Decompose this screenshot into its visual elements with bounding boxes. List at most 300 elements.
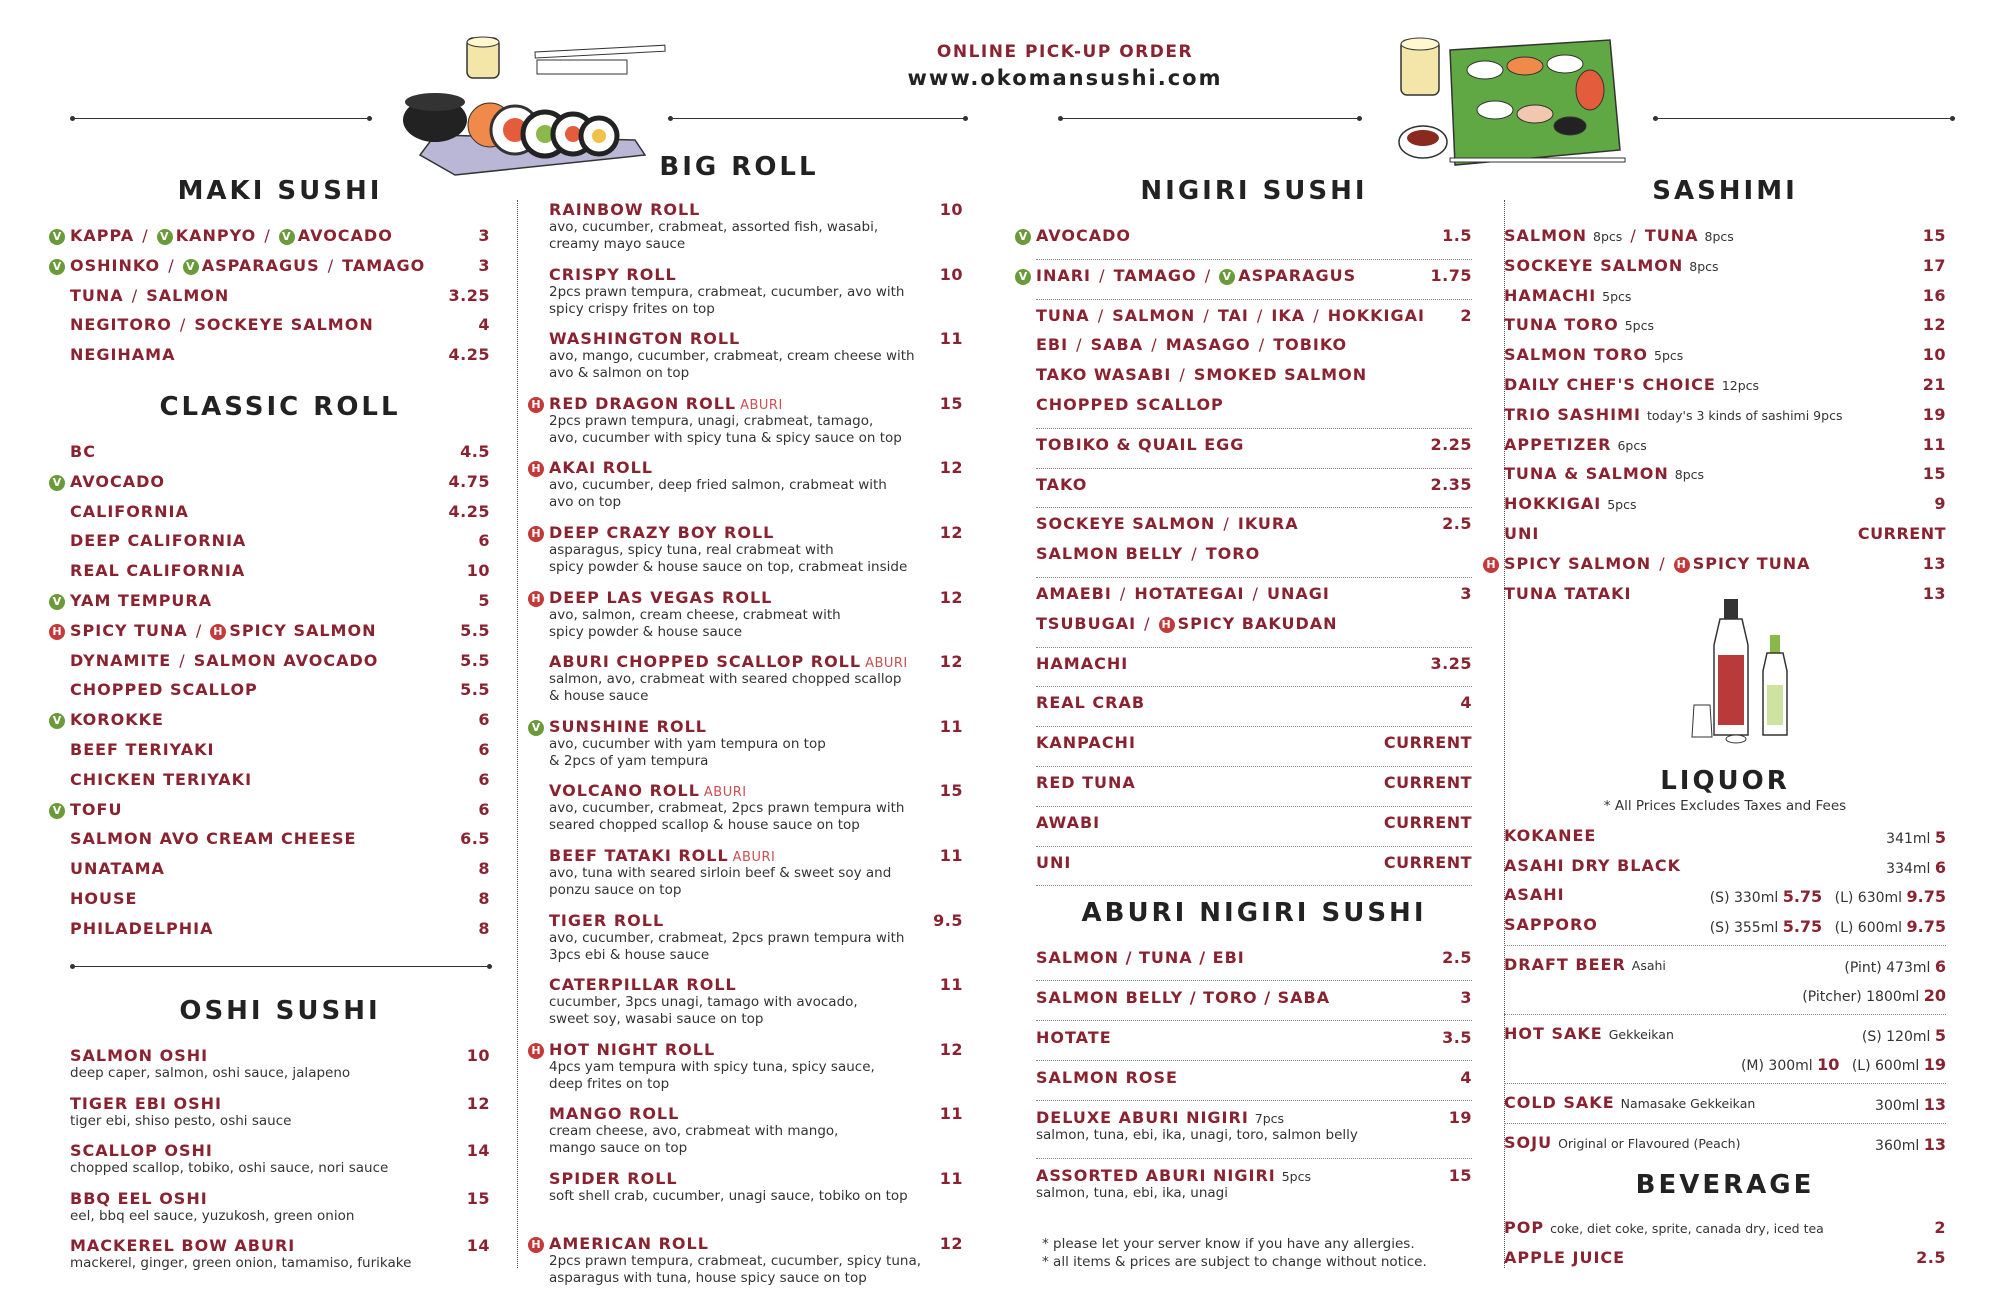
item-name xyxy=(1504,584,1631,603)
sashimi-item[interactable] xyxy=(1504,286,1946,312)
item-name xyxy=(1036,544,1260,563)
oshi-item[interactable] xyxy=(70,1094,490,1138)
item-price: 10 xyxy=(939,200,963,219)
nigiri-group[interactable] xyxy=(1036,514,1472,574)
item-price: 5.5 xyxy=(460,650,490,670)
item-description: avo, cucumber, deep fried salmon, crabmeat with xyxy=(549,477,887,494)
item-title: SPICY SALMON xyxy=(1504,553,1652,573)
item-name xyxy=(549,458,963,477)
item-description: coke, diet coke, sprite, canada dry, iced tea xyxy=(1550,1221,1824,1236)
price-1: 13 xyxy=(1923,1134,1946,1154)
item-volume-prices xyxy=(1886,858,1946,877)
aburi-title: ABURI NIGIRI SUSHI xyxy=(1081,898,1427,928)
item-price: 5.5 xyxy=(460,680,490,700)
item-pieces: 5pcs xyxy=(1602,288,1632,304)
item-part: TAKO xyxy=(1036,474,1088,494)
item-name xyxy=(549,1169,963,1188)
sashimi-item[interactable] xyxy=(1504,226,1946,252)
sashimi-item[interactable] xyxy=(1504,435,1946,461)
item-pieces: 5pcs xyxy=(1624,318,1654,334)
item-description: creamy mayo sauce xyxy=(549,236,686,252)
item-price: 15 xyxy=(466,1188,490,1208)
big-roll-item[interactable] xyxy=(531,716,963,777)
item-name xyxy=(549,265,963,284)
liquor-item[interactable] xyxy=(1504,856,1946,882)
item-volume-prices xyxy=(1875,1135,1946,1154)
liquor-item[interactable] xyxy=(1504,984,1946,1010)
sashimi-item[interactable] xyxy=(1504,405,1946,431)
big-roll-item[interactable] xyxy=(549,200,963,260)
nigiri-group[interactable] xyxy=(1036,435,1472,465)
big-roll-item[interactable] xyxy=(531,1039,963,1100)
item-name xyxy=(1504,524,1539,543)
item-pieces: 5pcs xyxy=(1281,1169,1312,1184)
menu-row[interactable] xyxy=(70,502,490,528)
volume-1: (S) 120ml xyxy=(1861,1028,1931,1045)
item-title: TRIO SASHIMI xyxy=(1504,404,1642,424)
oshi-item[interactable] xyxy=(70,1046,490,1090)
item-price: 4 xyxy=(478,315,490,335)
vegetarian-icon: V xyxy=(49,713,65,729)
divider-oshi-top xyxy=(72,966,490,967)
vegetarian-icon: V xyxy=(183,259,199,275)
item-name xyxy=(549,329,963,348)
menu-row[interactable] xyxy=(70,345,490,371)
item-name: BBQ EEL OSHI xyxy=(70,1188,208,1208)
menu-row[interactable] xyxy=(70,442,490,468)
item-part: CHICKEN TERIYAKI xyxy=(70,769,253,789)
item-name xyxy=(1504,405,1842,424)
price-1: 5.75 xyxy=(1782,916,1823,936)
liquor-item[interactable] xyxy=(1504,955,1946,981)
nigiri-group[interactable] xyxy=(1036,306,1472,425)
item-name xyxy=(549,1104,963,1123)
menu-row[interactable] xyxy=(52,620,490,647)
item-name xyxy=(1504,826,1596,845)
item-name xyxy=(1036,1068,1472,1087)
item-part: TOFU xyxy=(70,799,123,819)
item-title: SALMON ROSE xyxy=(1036,1068,1178,1087)
item-price: 3 xyxy=(1460,988,1472,1007)
item-price: 2.35 xyxy=(1430,474,1472,494)
nigiri-group[interactable] xyxy=(1036,584,1472,644)
big-roll-item[interactable] xyxy=(549,652,963,712)
item-title: SOCKEYE SALMON xyxy=(1504,255,1684,275)
item-name xyxy=(70,919,214,938)
item-description: avo, tuna with seared sirloin beef & sweet soy and xyxy=(549,865,892,881)
sashimi-item[interactable] xyxy=(1504,584,1946,610)
item-part: SALMON AVO CREAM CHEESE xyxy=(70,829,357,849)
item-pieces: 7pcs xyxy=(1254,1111,1285,1126)
item-price: CURRENT xyxy=(1383,812,1472,832)
item-title: CATERPILLAR ROLL xyxy=(549,975,737,995)
classic-title: CLASSIC ROLL xyxy=(159,392,401,422)
item-title: DEEP CRAZY BOY ROLL xyxy=(549,523,775,542)
item-price: 3.25 xyxy=(448,285,490,305)
item-part: ASPARAGUS xyxy=(201,255,320,275)
item-part: SPICY TUNA xyxy=(70,620,188,640)
item-price: 11 xyxy=(939,716,963,736)
beverage-item[interactable] xyxy=(1504,1218,1946,1244)
item-title: HOT SAKE xyxy=(1504,1023,1603,1043)
item-part: SOCKEYE SALMON xyxy=(194,315,374,335)
item-part: PHILADELPHIA xyxy=(70,918,214,938)
liquor-item[interactable] xyxy=(1504,1053,1946,1079)
item-description: 2pcs prawn tempura, crabmeat, cucumber, spicy tuna, xyxy=(549,1252,922,1269)
liquor-item[interactable] xyxy=(1504,885,1946,911)
item-name: SALMON OSHI xyxy=(70,1046,209,1065)
item-description: avo, cucumber with spicy tuna & spicy sauce on top xyxy=(549,429,902,446)
item-price: 15 xyxy=(1922,464,1946,484)
item-description: asparagus with tuna, house spicy sauce on top xyxy=(549,1269,867,1286)
item-price: 14 xyxy=(466,1236,490,1255)
spicy-icon: H xyxy=(528,1237,544,1253)
item-name xyxy=(1036,693,1145,712)
item-price: 2 xyxy=(1934,1218,1946,1237)
volume-2: (L) 600ml xyxy=(1834,919,1903,936)
volume-1: (S) 330ml xyxy=(1709,890,1779,906)
item-part: EBI xyxy=(1036,335,1069,355)
menu-row[interactable] xyxy=(52,591,490,617)
nigiri-group[interactable] xyxy=(1036,733,1472,763)
item-part: IKURA xyxy=(1237,514,1299,534)
item-price: 12 xyxy=(1922,315,1946,335)
item-part: SPICY SALMON xyxy=(229,620,377,640)
item-price: 2.25 xyxy=(1430,434,1472,454)
price-1: 6 xyxy=(1934,857,1946,877)
name-separator: / xyxy=(1091,305,1111,325)
item-name xyxy=(549,588,963,607)
item-name xyxy=(70,740,214,759)
item-part: KOROKKE xyxy=(70,710,164,730)
big-roll-item[interactable] xyxy=(531,393,963,454)
liquor-price-note: * All Prices Excludes Taxes and Fees xyxy=(1603,798,1847,814)
oshi-item[interactable] xyxy=(70,1141,490,1185)
row-divider xyxy=(1036,766,1472,767)
item-name xyxy=(70,889,137,908)
aburi-tag: ABURI xyxy=(703,785,747,801)
menu-row[interactable] xyxy=(70,561,490,587)
aburi-tag: ABURI xyxy=(740,397,783,413)
menu-row[interactable] xyxy=(70,680,490,706)
item-price: 8 xyxy=(478,859,490,879)
sashimi-item[interactable] xyxy=(1504,464,1946,490)
item-title: APPETIZER xyxy=(1504,434,1612,454)
aburi-item[interactable] xyxy=(1036,1068,1472,1094)
item-description: salmon, tuna, ebi, ika, unagi, toro, salmon belly xyxy=(1036,1127,1358,1143)
nigiri-group[interactable] xyxy=(1036,693,1472,723)
vegetarian-icon: V xyxy=(1015,229,1031,245)
item-name xyxy=(1036,1108,1472,1127)
item-description: mango sauce on top xyxy=(549,1140,688,1157)
nigiri-line xyxy=(1036,365,1367,384)
aburi-item[interactable] xyxy=(1036,948,1472,974)
item-title: SUNSHINE ROLL xyxy=(549,716,707,736)
item-part: SALMON BELLY xyxy=(1036,544,1184,564)
divider-maki-top xyxy=(72,118,370,119)
item-part: OSHINKO xyxy=(70,255,161,275)
name-separator: / xyxy=(189,620,209,640)
aburi-item[interactable] xyxy=(1036,1166,1472,1212)
item-part: REAL CALIFORNIA xyxy=(70,561,246,581)
menu-row[interactable] xyxy=(70,740,490,766)
liquor-item[interactable] xyxy=(1504,915,1946,941)
item-name xyxy=(1504,554,1810,573)
item-part: BC xyxy=(70,442,96,461)
item-price: 1.5 xyxy=(1442,226,1472,245)
item-title: TUNA xyxy=(1644,226,1699,245)
menu-row[interactable] xyxy=(70,919,490,945)
liquor-item[interactable] xyxy=(1504,1093,1946,1119)
item-name xyxy=(549,1234,963,1253)
menu-row[interactable] xyxy=(70,286,490,312)
item-name xyxy=(1036,584,1330,603)
liquor-item[interactable] xyxy=(1504,1024,1946,1050)
item-name xyxy=(1036,475,1087,494)
liquor-title: LIQUOR xyxy=(1660,766,1790,796)
name-separator: / xyxy=(1185,544,1204,564)
liquor-item[interactable] xyxy=(1504,826,1946,852)
spicy-icon: H xyxy=(528,1043,544,1059)
item-name xyxy=(70,829,356,848)
item-price: 6 xyxy=(478,740,490,759)
spicy-icon: H xyxy=(1159,617,1175,633)
nigiri-group[interactable] xyxy=(1018,265,1472,296)
item-title: TUNA TORO xyxy=(1504,315,1619,335)
name-separator: / xyxy=(173,650,192,670)
item-price: 11 xyxy=(939,846,963,865)
vegetarian-icon: V xyxy=(49,229,65,245)
item-name xyxy=(1504,885,1565,904)
divider-big-top xyxy=(670,118,966,119)
item-title: SALMON BELLY / TORO / SABA xyxy=(1036,988,1331,1007)
item-part: TORO xyxy=(1205,544,1261,564)
item-price: 11 xyxy=(939,975,963,995)
item-name xyxy=(549,523,963,542)
item-name xyxy=(549,652,963,671)
sashimi-item[interactable] xyxy=(1504,494,1946,520)
item-price: 3 xyxy=(478,255,490,275)
item-price: 8 xyxy=(478,918,490,938)
nigiri-line xyxy=(1018,226,1132,245)
item-name xyxy=(549,975,963,994)
nigiri-line xyxy=(1036,853,1071,872)
price-1: 20 xyxy=(1923,985,1946,1005)
spicy-icon: H xyxy=(528,397,544,413)
big-roll-item[interactable] xyxy=(549,1104,963,1164)
big-roll-item[interactable] xyxy=(549,975,963,1035)
big-roll-item[interactable] xyxy=(549,846,963,906)
item-price: 15 xyxy=(1448,1166,1472,1185)
big-roll-item[interactable] xyxy=(531,1233,963,1294)
sashimi-item[interactable] xyxy=(1504,345,1946,371)
item-name xyxy=(549,200,963,219)
sashimi-item[interactable] xyxy=(1486,553,1946,580)
name-separator: / xyxy=(1250,305,1270,325)
item-description: mackerel, ginger, green onion, tamamiso, furikake xyxy=(70,1255,412,1271)
item-description: ponzu sauce on top xyxy=(549,882,682,898)
item-price: 21 xyxy=(1922,375,1946,394)
name-separator: / xyxy=(1173,365,1192,385)
item-description: salmon, tuna, ebi, ika, unagi xyxy=(1036,1185,1228,1201)
item-part: AWABI xyxy=(1036,812,1101,832)
price-1: 13 xyxy=(1923,1094,1946,1114)
item-pieces: 8pcs xyxy=(1674,467,1705,483)
menu-row[interactable] xyxy=(70,859,490,885)
nigiri-group[interactable] xyxy=(1036,654,1472,684)
menu-row[interactable] xyxy=(70,531,490,557)
menu-row[interactable] xyxy=(52,226,490,252)
beverage-item[interactable] xyxy=(1504,1248,1946,1274)
vegetarian-icon: V xyxy=(157,229,173,245)
item-name xyxy=(70,710,164,729)
item-part: HOUSE xyxy=(70,889,138,908)
item-price: 5 xyxy=(478,591,490,610)
nigiri-group[interactable] xyxy=(1036,475,1472,505)
name-separator: / xyxy=(125,285,145,305)
item-description: avo, cucumber, crabmeat, 2pcs prawn tempura with xyxy=(549,800,905,817)
item-name xyxy=(1504,1133,1740,1152)
aburi-item[interactable] xyxy=(1036,1108,1472,1154)
menu-row[interactable] xyxy=(70,651,490,677)
item-price: 4.5 xyxy=(460,442,490,461)
item-price: 9.5 xyxy=(933,910,963,930)
item-name xyxy=(70,286,229,305)
item-title: DEEP LAS VEGAS ROLL xyxy=(549,587,773,607)
oshi-item[interactable] xyxy=(70,1236,490,1280)
item-name xyxy=(1036,853,1071,872)
item-name xyxy=(1036,514,1299,533)
item-price: CURRENT xyxy=(1383,773,1472,792)
item-price: 15 xyxy=(939,393,963,413)
vegetarian-icon: V xyxy=(528,720,544,736)
nigiri-group[interactable] xyxy=(1036,813,1472,843)
vegetarian-icon: V xyxy=(49,475,65,491)
big-roll-item[interactable] xyxy=(531,587,963,648)
item-name xyxy=(70,442,96,461)
item-name xyxy=(1504,1218,1824,1237)
item-name xyxy=(1036,395,1224,414)
price-2: 9.75 xyxy=(1906,887,1946,906)
item-name xyxy=(1036,335,1347,354)
nigiri-group[interactable] xyxy=(1036,773,1472,803)
item-price: 2.5 xyxy=(1916,1247,1946,1267)
row-divider xyxy=(1036,577,1472,578)
item-volume-prices xyxy=(1710,917,1946,936)
item-name xyxy=(549,781,963,800)
menu-row[interactable] xyxy=(70,315,490,341)
item-price: 1.75 xyxy=(1430,265,1472,285)
oshi-item[interactable] xyxy=(70,1189,490,1233)
item-description: spicy powder & house sauce xyxy=(549,623,743,640)
sashimi-item[interactable] xyxy=(1504,256,1946,282)
name-separator: / xyxy=(173,315,193,335)
item-part: TAMAGO xyxy=(1113,265,1197,285)
big-roll-title: BIG ROLL xyxy=(659,152,819,182)
menu-row[interactable] xyxy=(70,829,490,855)
item-description: salmon, avo, crabmeat with seared chopped scallop xyxy=(549,671,902,688)
item-description: seared chopped scallop & house sauce on top xyxy=(549,817,860,834)
column-divider-1 xyxy=(517,200,518,1268)
menu-row[interactable] xyxy=(52,471,490,498)
item-title: AMERICAN ROLL xyxy=(549,1233,709,1253)
item-part: DYNAMITE xyxy=(70,650,172,670)
item-name xyxy=(1504,1248,1625,1267)
item-name xyxy=(1504,315,1654,334)
aburi-item[interactable] xyxy=(1036,1028,1472,1054)
item-part: UNAGI xyxy=(1267,584,1330,603)
item-price: 8 xyxy=(478,889,490,908)
nigiri-group[interactable] xyxy=(1036,853,1472,883)
sashimi-item[interactable] xyxy=(1504,315,1946,341)
big-roll-item[interactable] xyxy=(549,329,963,389)
item-title: SOJU xyxy=(1504,1132,1553,1152)
big-roll-item[interactable] xyxy=(549,911,963,971)
menu-row[interactable] xyxy=(70,889,490,915)
item-name xyxy=(1504,375,1759,394)
big-roll-item[interactable] xyxy=(549,265,963,325)
name-separator: / xyxy=(1217,514,1236,534)
nigiri-group[interactable] xyxy=(1018,226,1472,256)
item-price: 16 xyxy=(1922,285,1946,305)
item-part: SALMON xyxy=(1112,305,1196,325)
item-description: spicy powder & house sauce on top, crabmeat inside xyxy=(549,559,908,575)
item-name xyxy=(1504,494,1637,513)
item-description: avo, cucumber, crabmeat, 2pcs prawn tempura with xyxy=(549,929,905,946)
big-roll-item[interactable] xyxy=(531,458,963,518)
nigiri-line xyxy=(1036,514,1299,533)
item-name xyxy=(1504,856,1681,875)
spicy-icon: H xyxy=(210,624,226,640)
header-url[interactable]: www.okomansushi.com xyxy=(907,66,1223,90)
sashimi-item[interactable] xyxy=(1504,375,1946,401)
item-part: REAL CRAB xyxy=(1036,693,1146,713)
menu-row[interactable] xyxy=(70,770,490,796)
item-title: BEEF TATAKI ROLL xyxy=(549,846,729,865)
item-price: 6 xyxy=(478,769,490,789)
menu-row[interactable] xyxy=(52,255,490,282)
item-part: SOCKEYE SALMON xyxy=(1036,514,1216,534)
menu-row[interactable] xyxy=(52,710,490,736)
item-description: spicy crispy frites on top xyxy=(549,300,715,317)
sashimi-item[interactable] xyxy=(1504,524,1946,550)
item-name xyxy=(1036,948,1472,967)
item-price: 10 xyxy=(466,561,490,581)
row-divider xyxy=(1036,647,1472,648)
row-divider xyxy=(1036,980,1472,981)
name-separator: / xyxy=(1307,305,1326,325)
item-part: TUNA xyxy=(70,285,124,305)
item-name xyxy=(1504,1093,1755,1112)
liquor-item[interactable] xyxy=(1504,1133,1946,1159)
big-roll-item[interactable] xyxy=(549,781,963,841)
aburi-item[interactable] xyxy=(1036,988,1472,1014)
menu-row[interactable] xyxy=(52,799,490,826)
big-roll-item[interactable] xyxy=(549,1169,963,1229)
item-part: NEGIHAMA xyxy=(70,345,176,365)
item-volume-prices xyxy=(1741,1055,1946,1074)
item-price: 12 xyxy=(939,1039,963,1059)
name-separator: / xyxy=(1093,265,1112,285)
row-divider xyxy=(1036,428,1472,429)
item-name: MACKEREL BOW ABURI xyxy=(70,1236,296,1255)
item-price: 4.25 xyxy=(448,501,490,521)
item-pieces: 12pcs xyxy=(1721,378,1760,393)
item-name xyxy=(1036,266,1356,285)
big-roll-item[interactable] xyxy=(531,523,963,583)
item-description: 3pcs ebi & house sauce xyxy=(549,946,710,963)
item-name xyxy=(1036,773,1136,792)
